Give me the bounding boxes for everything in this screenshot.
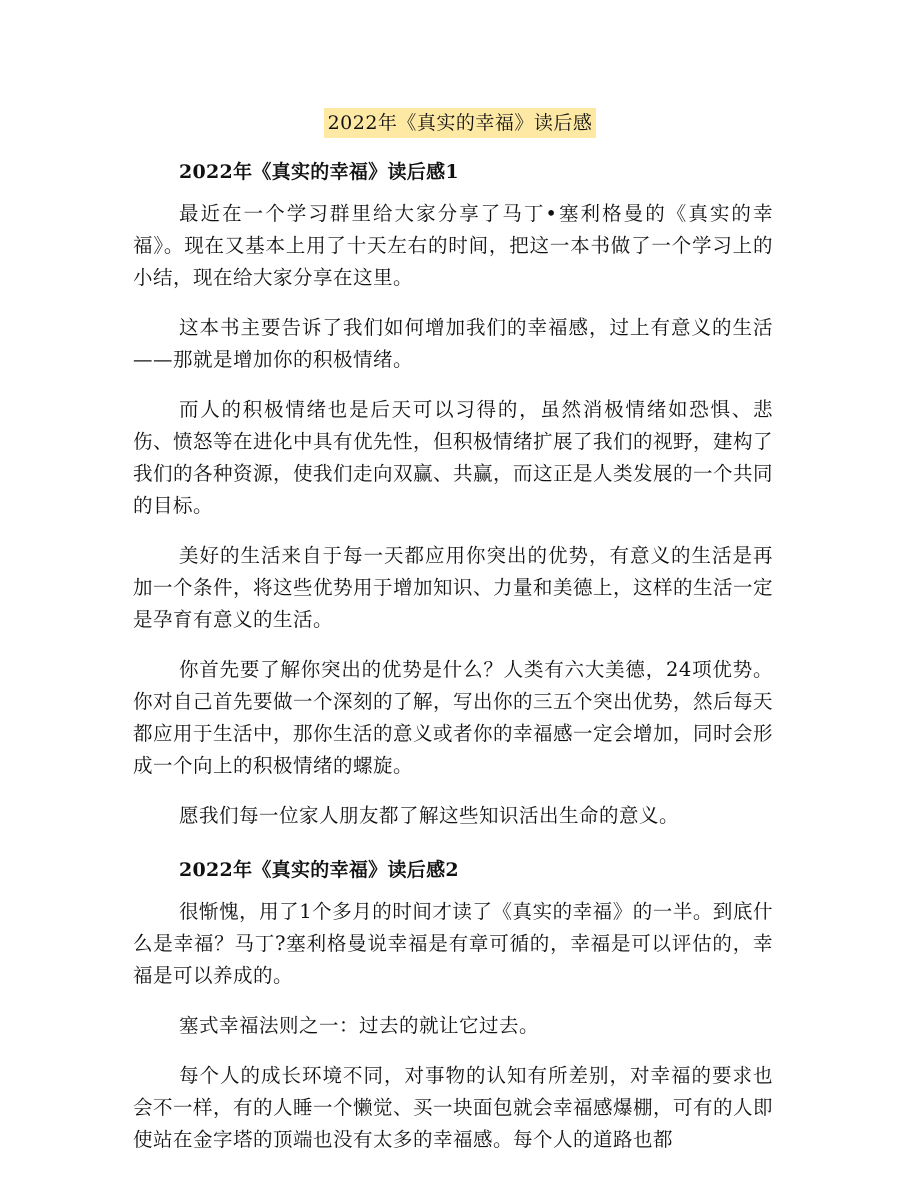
title-container <box>0 108 920 138</box>
paragraph: 你首先要了解你突出的优势是什么？人类有六大美德，24项优势。你对自己首先要做一个深刻的了解，写出你的三五个突出优势，然后每天都应用于生活中，那你生活的意义或者你的幸福感一定会增加，同时会形成一个向上的积极情绪的螺旋。 <box>133 658 774 777</box>
paragraph: 这本书主要告诉了我们如何增加我们的幸福感，过上有意义的生活——那就是增加你的积极情绪。 <box>133 316 773 371</box>
section-heading-2: 2022年《真实的幸福》读后感2 <box>179 859 459 881</box>
section-heading-1: 2022年《真实的幸福》读后感1 <box>179 161 459 183</box>
paragraph: 最近在一个学习群里给大家分享了马丁•塞利格曼的《真实的幸福》。现在又基本上用了十天左右的时间，把这一本书做了一个学习上的小结，现在给大家分享在这里。 <box>133 202 773 289</box>
document-body <box>133 152 773 1174</box>
paragraph: 塞式幸福法则之一：过去的就让它过去。 <box>179 1014 540 1037</box>
paragraph: 每个人的成长环境不同，对事物的认知有所差别，对幸福的要求也会不一样，有的人睡一个懒觉、买一块面包就会幸福感爆棚，可有的人即使站在金字塔的顶端也没有太多的幸福感。每个人的道路也都 <box>133 1064 774 1151</box>
paragraph: 美好的生活来自于每一天都应用你突出的优势，有意义的生活是再加一个条件，将这些优势用于增加知识、力量和美德上，这样的生活一定是孕育有意义的生活。 <box>133 544 774 631</box>
paragraph: 愿我们每一位家人朋友都了解这些知识活出生命的意义。 <box>179 804 680 827</box>
paragraph: 很惭愧，用了1个多月的时间才读了《真实的幸福》的一半。到底什么是幸福？马丁?塞利格曼说幸福是有章可循的，幸福是可以评估的，幸福是可以养成的。 <box>133 900 773 987</box>
paragraph: 而人的积极情绪也是后天可以习得的，虽然消极情绪如恐惧、悲伤、愤怒等在进化中具有优先性，但积极情绪扩展了我们的视野，建构了我们的各种资源，使我们走向双赢、共赢，而这正是人类发展的一个共同的目标。 <box>133 398 774 517</box>
document-title: 2022年《真实的幸福》读后感 <box>324 108 597 138</box>
